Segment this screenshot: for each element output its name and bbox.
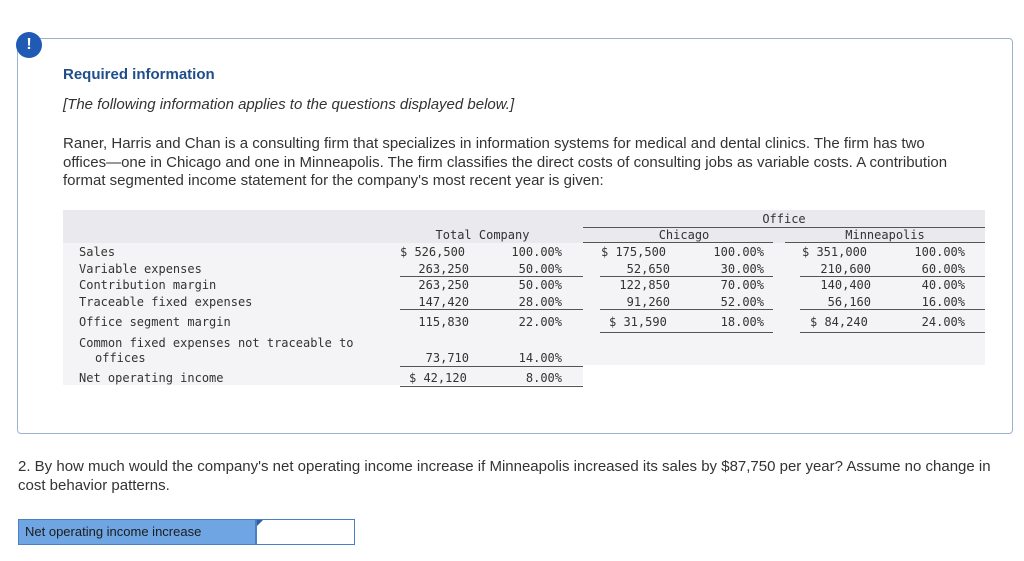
total-net-income-rule bbox=[400, 386, 583, 387]
problem-description: Raner, Harris and Chan is a consulting firm that specializes in information systems for medical and dental clinics. The firm has two offices—one in Chicago and one in Minneapolis. The firm classifies the direct costs of consulting jobs as variable costs. A contribution format segmented income statement for the company's most recent year is given: bbox=[63, 135, 948, 189]
minneapolis-value: 140,400 bbox=[820, 278, 871, 292]
minneapolis-percent: 60.00% bbox=[921, 262, 965, 276]
minneapolis-percent: 100.00% bbox=[914, 245, 965, 259]
total-value: 115,830 bbox=[418, 315, 469, 329]
office-header: Office bbox=[762, 212, 806, 226]
required-info-title: Required information bbox=[63, 66, 215, 83]
row-label: Office segment margin bbox=[79, 315, 231, 329]
row-label: Variable expenses bbox=[79, 262, 202, 276]
row-label: Common fixed expenses not traceable to bbox=[79, 336, 354, 350]
row-label: Contribution margin bbox=[79, 278, 217, 292]
minneapolis-header-rule bbox=[785, 242, 985, 243]
total-percent: 28.00% bbox=[518, 295, 562, 309]
chicago-margin-rule bbox=[600, 309, 773, 310]
total-percent: 50.00% bbox=[518, 278, 562, 292]
total-subtotal-rule bbox=[400, 276, 583, 277]
chicago-percent: 30.00% bbox=[720, 262, 764, 276]
total-common-rule bbox=[400, 366, 583, 367]
total-percent: 14.00% bbox=[518, 351, 562, 365]
alert-icon: ! bbox=[16, 32, 42, 58]
minneapolis-value: $ 84,240 bbox=[810, 315, 868, 329]
row-label: Sales bbox=[79, 245, 116, 259]
chicago-value: 91,260 bbox=[626, 295, 670, 309]
row-label: Traceable fixed expenses bbox=[79, 295, 253, 309]
row-label: Net operating income bbox=[79, 371, 224, 385]
required-info-subtitle: [The following information applies to the questions displayed below.] bbox=[63, 96, 515, 113]
total-percent: 50.00% bbox=[518, 262, 562, 276]
answer-label: Net operating income increase bbox=[18, 519, 256, 545]
chicago-percent: 18.00% bbox=[720, 315, 764, 329]
total-value: 263,250 bbox=[418, 278, 469, 292]
minneapolis-value: 210,600 bbox=[820, 262, 871, 276]
chicago-value: 52,650 bbox=[626, 262, 670, 276]
minneapolis-segment-rule bbox=[800, 332, 985, 333]
minneapolis-percent: 16.00% bbox=[921, 295, 965, 309]
chicago-value: $ 31,590 bbox=[609, 315, 667, 329]
input-corner-marker-icon bbox=[257, 520, 263, 526]
total-percent: 22.00% bbox=[518, 315, 562, 329]
chicago-value: 122,850 bbox=[619, 278, 670, 292]
chicago-segment-rule bbox=[600, 332, 773, 333]
chicago-subtotal-rule bbox=[600, 276, 773, 277]
total-value: 263,250 bbox=[418, 262, 469, 276]
total-value: $ 526,500 bbox=[400, 245, 466, 259]
chicago-value: $ 175,500 bbox=[601, 245, 667, 259]
minneapolis-subtotal-rule bbox=[800, 276, 985, 277]
total-percent: 8.00% bbox=[525, 371, 562, 385]
chicago-percent: 70.00% bbox=[720, 278, 764, 292]
minneapolis-value: 56,160 bbox=[827, 295, 871, 309]
minneapolis-percent: 24.00% bbox=[921, 315, 965, 329]
chicago-header-rule bbox=[583, 242, 773, 243]
total-value: $ 42,120 bbox=[409, 371, 467, 385]
chicago-percent: 100.00% bbox=[713, 245, 764, 259]
total-value: 147,420 bbox=[418, 295, 469, 309]
total-percent: 100.00% bbox=[511, 245, 562, 259]
question-text: 2. By how much would the company's net operating income increase if Minneapolis increased its sales by $87,750 per year? Assume no change in cost behavior patterns. bbox=[18, 458, 991, 494]
minneapolis-margin-rule bbox=[800, 309, 985, 310]
col-header-minneapolis: Minneapolis bbox=[845, 228, 925, 242]
minneapolis-percent: 40.00% bbox=[921, 278, 965, 292]
chicago-percent: 52.00% bbox=[720, 295, 764, 309]
row-label-continued: offices bbox=[95, 351, 146, 365]
total-margin-rule bbox=[400, 309, 583, 310]
col-header-total: Total Company bbox=[435, 228, 530, 242]
total-value: 73,710 bbox=[425, 351, 469, 365]
minneapolis-value: $ 351,000 bbox=[802, 245, 868, 259]
net-operating-income-increase-input[interactable] bbox=[256, 519, 355, 545]
col-header-chicago: Chicago bbox=[658, 228, 710, 242]
